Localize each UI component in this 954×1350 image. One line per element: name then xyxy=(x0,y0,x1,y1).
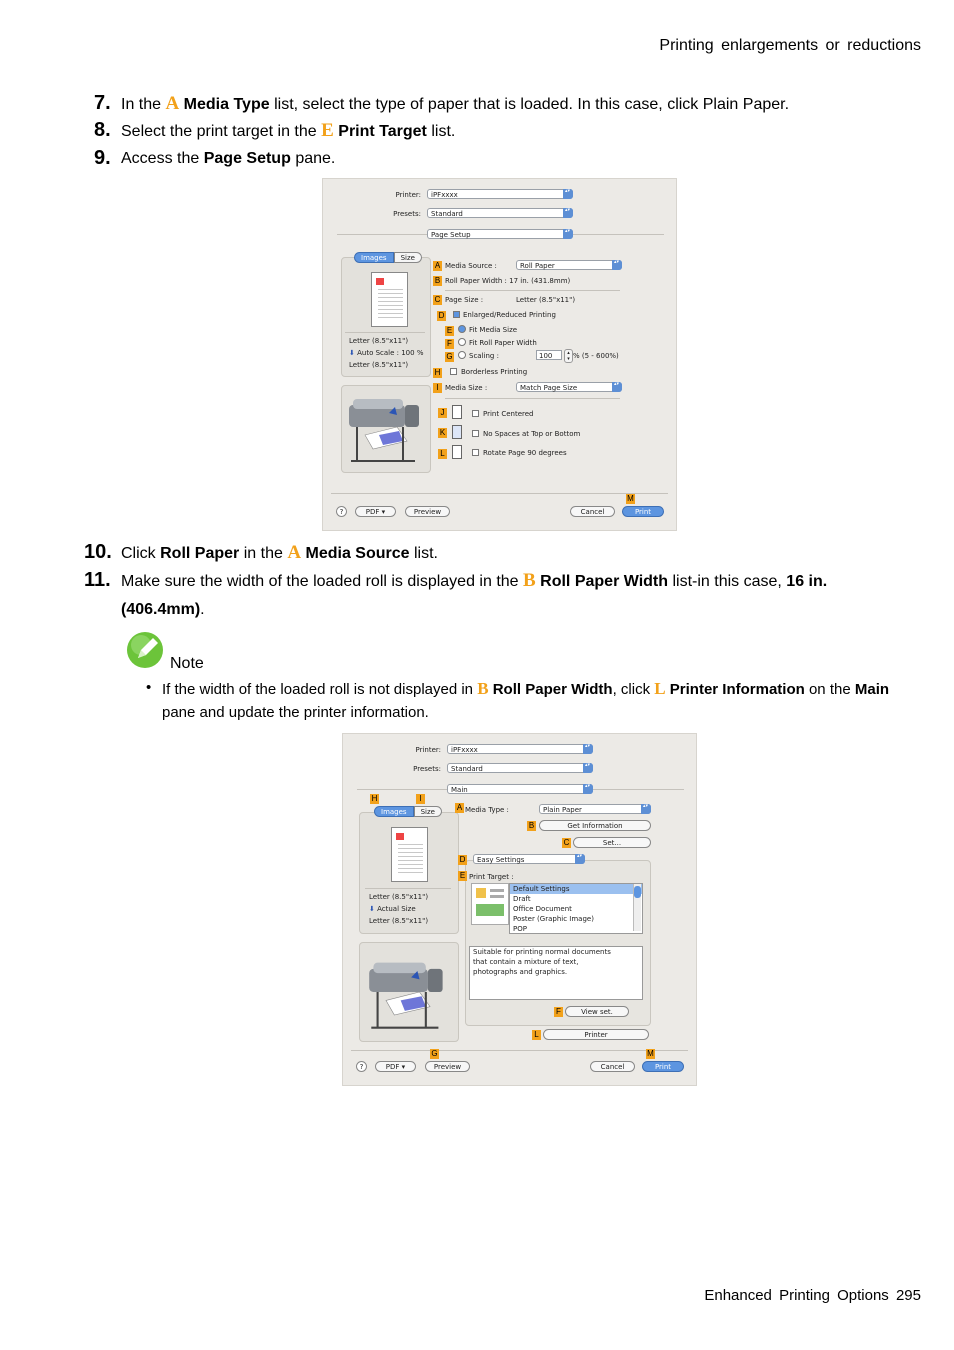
divider xyxy=(331,493,668,494)
callout-tag-e: E xyxy=(446,326,453,335)
scaling-input[interactable]: 100 xyxy=(536,350,562,360)
step-text: Select the print target in the xyxy=(121,123,317,140)
no-spaces-icon xyxy=(452,425,462,439)
borderless-label: Borderless Printing xyxy=(461,368,528,376)
step-text: Access the xyxy=(121,150,200,167)
ui-term: Roll Paper Width xyxy=(540,573,669,590)
thumbnail-image xyxy=(376,278,384,285)
ui-term: Print Target xyxy=(338,123,427,140)
info-output: Letter (8.5"x11") xyxy=(369,917,429,925)
stepper-arrows-icon xyxy=(563,189,573,199)
stepper-arrows-icon xyxy=(612,382,622,392)
page-size-value: Letter (8.5"x11") xyxy=(516,296,576,304)
ui-term: Roll Paper xyxy=(160,545,240,562)
scaling-stepper[interactable]: ▴ ▾ xyxy=(564,349,573,363)
cancel-button[interactable]: Cancel xyxy=(570,506,615,517)
tab-images[interactable]: Images xyxy=(354,252,394,263)
step-text: list. xyxy=(431,123,456,140)
presets-select[interactable]: Standard ▴▾ xyxy=(447,763,593,773)
no-spaces-label: No Spaces at Top or Bottom xyxy=(483,430,581,438)
presets-label: Presets: xyxy=(393,210,421,218)
no-spaces-checkbox[interactable] xyxy=(472,430,479,437)
rotate-checkbox[interactable] xyxy=(472,449,479,456)
callout-tag-m: M xyxy=(647,1049,654,1058)
note-title: Note xyxy=(170,655,204,672)
print-centered-label: Print Centered xyxy=(483,410,534,418)
easy-settings-select[interactable]: Easy Settings ▴▾ xyxy=(473,854,585,864)
divider xyxy=(445,398,620,399)
thumbnail-image xyxy=(396,833,404,840)
callout-tag-g: G xyxy=(431,1049,438,1058)
description-box: Suitable for printing normal documents that contain a mixture of text, photographs and graphics. xyxy=(469,946,643,1000)
rotate-label: Rotate Page 90 degrees xyxy=(483,449,567,457)
step-text: In the xyxy=(121,96,162,113)
list-item[interactable]: POP xyxy=(513,925,527,933)
roll-paper-width: Roll Paper Width : 17 in. (431.8mm) xyxy=(445,277,571,285)
tab-size[interactable]: Size xyxy=(394,252,422,263)
print-target-list[interactable] xyxy=(509,883,643,934)
tab-images[interactable]: Images xyxy=(374,806,414,817)
stepper-arrows-icon xyxy=(583,784,593,794)
step-text: . xyxy=(200,601,205,618)
step-number: 7. xyxy=(94,92,111,114)
page-size-label: Page Size : xyxy=(445,296,484,304)
list-item[interactable]: Office Document xyxy=(513,905,572,913)
stepper-arrows-icon xyxy=(641,804,651,814)
ui-term: Printer Information xyxy=(669,681,805,698)
pane-select[interactable]: Page Setup ▴▾ xyxy=(427,229,573,239)
fit-roll-radio[interactable] xyxy=(458,338,466,346)
print-centered-icon xyxy=(452,405,462,419)
callout-tag-f: F xyxy=(445,339,454,349)
callout-tag-h: H xyxy=(371,794,378,803)
down-arrow-icon: ⬇ xyxy=(349,349,355,357)
enlarged-checkbox[interactable] xyxy=(453,311,460,318)
step-text: list-in this case, xyxy=(672,573,782,590)
scrollbar-thumb[interactable] xyxy=(634,886,641,898)
callout-tag-h: H xyxy=(434,368,441,377)
page-preview xyxy=(391,827,428,882)
pane-select[interactable]: Main ▴▾ xyxy=(447,784,593,794)
ui-term: 16 in. (406.4mm) xyxy=(121,573,828,618)
callout-tag-d: D xyxy=(438,311,445,320)
help-button[interactable]: ? xyxy=(356,1061,367,1072)
callout-tag-l: L xyxy=(438,449,447,459)
stepper-arrows-icon xyxy=(575,854,585,864)
callout-tag-d: D xyxy=(459,855,466,864)
get-information-button[interactable]: Get Information xyxy=(539,820,651,831)
callout-tag-i: I xyxy=(433,383,442,393)
callout-tag-i: I xyxy=(416,794,425,804)
callout-tag-k: K xyxy=(439,428,446,437)
printer-select[interactable]: iPFxxxx ▴▾ xyxy=(447,744,593,754)
note-pencil-icon xyxy=(126,631,164,669)
step-text: in the xyxy=(243,545,283,562)
callout-tag-g: G xyxy=(446,352,453,361)
divider xyxy=(445,290,620,291)
preview-tabs xyxy=(354,252,422,263)
key-letter: L xyxy=(654,679,666,698)
list-item[interactable]: Default Settings xyxy=(510,884,642,894)
step-number: 9. xyxy=(94,147,111,169)
bullet: • xyxy=(146,679,152,696)
step-number: 10. xyxy=(84,541,112,563)
step-text: Click xyxy=(121,545,156,562)
borderless-checkbox[interactable] xyxy=(450,368,457,375)
printer-label: Printer: xyxy=(415,746,441,754)
stepper-arrows-icon xyxy=(563,208,573,218)
page-setup-dialog-screenshot xyxy=(322,178,677,531)
ui-term: Roll Paper Width xyxy=(492,681,613,698)
pdf-button[interactable]: PDF ▾ xyxy=(375,1061,416,1072)
callout-tag-m: M xyxy=(627,494,634,503)
callout-tag-a: A xyxy=(456,803,463,812)
info-output: Letter (8.5"x11") xyxy=(349,361,409,369)
ui-term: Media Type xyxy=(183,96,270,113)
key-letter: A xyxy=(165,93,180,114)
step-text: pane. xyxy=(295,150,336,167)
info-scale: ⬇ Actual Size xyxy=(369,905,416,913)
target-thumbnail xyxy=(471,883,509,925)
list-item[interactable]: Poster (Graphic Image) xyxy=(513,915,594,923)
callout-tag-a: A xyxy=(434,261,441,270)
pdf-button[interactable]: PDF ▾ xyxy=(355,506,396,517)
stepper-arrows-icon xyxy=(612,260,622,270)
running-header: Printing enlargements or reductions xyxy=(659,37,921,54)
fit-media-label: Fit Media Size xyxy=(469,326,518,334)
presets-select[interactable]: Standard ▴▾ xyxy=(427,208,573,218)
printer-information-button[interactable]: Printer xyxy=(543,1029,649,1040)
ui-term: Main xyxy=(854,681,890,698)
fit-roll-label: Fit Roll Paper Width xyxy=(469,339,537,347)
callout-tag-b: B xyxy=(528,821,535,830)
media-size-label: Media Size : xyxy=(445,384,488,392)
divider xyxy=(351,1050,688,1051)
key-letter: B xyxy=(477,679,489,698)
stepper-arrows-icon xyxy=(583,744,593,754)
page-footer: Enhanced Printing Options 295 xyxy=(704,1287,921,1304)
divider xyxy=(365,888,451,889)
key-letter: A xyxy=(287,542,302,563)
list-scrollbar[interactable] xyxy=(633,884,641,931)
step-number: 8. xyxy=(94,119,111,141)
note-text: If the width of the loaded roll is not displayed in B Roll Paper Width, click L Printer Information on the Main pane and update the printer information. xyxy=(162,679,890,721)
enlarged-label: Enlarged/Reduced Printing xyxy=(463,311,556,319)
down-arrow-icon: ⬇ xyxy=(369,905,375,913)
help-button[interactable]: ? xyxy=(336,506,347,517)
ui-term: Page Setup xyxy=(203,150,291,167)
printer-label: Printer: xyxy=(395,191,421,199)
media-type-label: Media Type : xyxy=(465,806,509,814)
info-paper: Letter (8.5"x11") xyxy=(349,337,409,345)
callout-tag-e: E xyxy=(459,871,466,880)
main-pane-dialog-screenshot xyxy=(342,733,697,1086)
media-type-select[interactable]: Plain Paper ▴▾ xyxy=(539,804,651,814)
media-size-select[interactable]: Match Page Size ▴▾ xyxy=(516,382,622,392)
divider xyxy=(345,332,425,333)
scaling-range: % (5 - 600%) xyxy=(573,352,619,360)
step-text: list. xyxy=(413,545,438,562)
set-button[interactable]: Set... xyxy=(573,837,651,848)
media-source-label: Media Source : xyxy=(445,262,497,270)
info-paper: Letter (8.5"x11") xyxy=(369,893,429,901)
key-letter: E xyxy=(321,120,334,141)
step-text: Make sure the width of the loaded roll is displayed in the xyxy=(121,573,519,590)
cancel-button[interactable]: Cancel xyxy=(590,1061,635,1072)
printer-illustration xyxy=(345,391,427,463)
preview-button[interactable]: Preview xyxy=(425,1061,470,1072)
page-preview xyxy=(371,272,408,327)
preview-button[interactable]: Preview xyxy=(405,506,450,517)
stepper-arrows-icon xyxy=(563,229,573,239)
callout-tag-f: F xyxy=(554,1007,563,1017)
printer-select[interactable]: iPFxxxx ▴▾ xyxy=(427,189,573,199)
print-button[interactable]: Print xyxy=(622,506,664,517)
callout-tag-b: B xyxy=(434,276,441,285)
key-letter: B xyxy=(523,570,536,591)
callout-tag-l: L xyxy=(532,1030,541,1040)
callout-tag-j: J xyxy=(438,408,447,418)
callout-tag-c: C xyxy=(563,838,570,847)
rotate-icon xyxy=(452,445,462,459)
step-text: list, select the type of paper that is loaded. In this case, click Plain Paper. xyxy=(274,96,790,113)
preview-tabs xyxy=(374,806,442,817)
view-set-button[interactable]: View set. xyxy=(565,1006,629,1017)
presets-label: Presets: xyxy=(413,765,441,773)
step-number: 11. xyxy=(84,569,111,591)
info-scale: ⬇ Auto Scale : 100 % xyxy=(349,349,424,357)
print-target-label: Print Target : xyxy=(469,873,514,881)
media-source-select[interactable]: Roll Paper ▴▾ xyxy=(516,260,622,270)
tab-size[interactable]: Size xyxy=(414,806,442,817)
list-item[interactable]: Draft xyxy=(513,895,531,903)
print-centered-checkbox[interactable] xyxy=(472,410,479,417)
stepper-arrows-icon xyxy=(583,763,593,773)
callout-tag-c: C xyxy=(434,295,441,304)
scaling-radio[interactable] xyxy=(458,351,466,359)
fit-media-radio[interactable] xyxy=(458,325,466,333)
print-button[interactable]: Print xyxy=(642,1061,684,1072)
printer-illustration xyxy=(365,952,451,1032)
scaling-label: Scaling : xyxy=(469,352,499,360)
ui-term: Media Source xyxy=(305,545,410,562)
